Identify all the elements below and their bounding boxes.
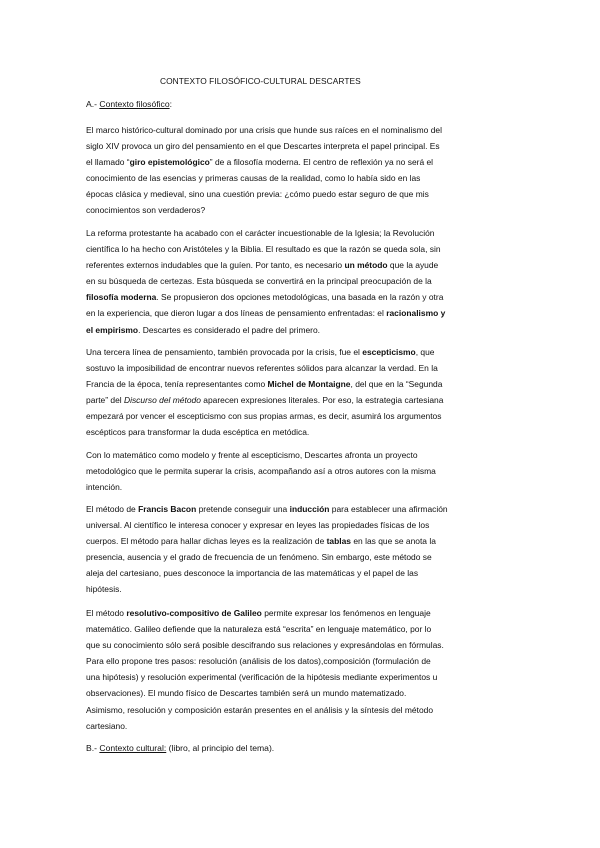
text-run: aparecen expresiones literales. Por eso, la estrategia cartesiana [200, 395, 444, 406]
text-run: aleja del cartesiano, pues desconoce la importancia de las matemáticas y el papel de las [86, 568, 419, 579]
text-line [86, 170, 516, 186]
text-line [86, 322, 516, 338]
paragraph-reforma-protestante [86, 225, 516, 338]
text-line [86, 241, 516, 257]
text-run: Con lo matemático como modelo y frente al escepticismo, Descartes afronta un proyecto [86, 450, 418, 460]
paragraph-proyecto-metodologico [86, 447, 516, 495]
text-run: épocas clásica y medieval, sino una cuestión previa: ¿cómo puedo estar seguro de que mis [86, 189, 429, 200]
text-run: El marco histórico-cultural dominado por una crisis que hunde sus raíces en el nominalismo del [86, 125, 442, 135]
bold-text: inducción [289, 504, 330, 514]
text-line [86, 702, 516, 718]
text-line [86, 565, 516, 581]
text-run: Para ello propone tres pasos: resolución (análisis de los datos),composición (formulación de [86, 656, 431, 667]
text-line [86, 463, 516, 479]
text-run: observaciones). El mundo físico de Descartes también será un mundo matematizado. [86, 688, 407, 699]
text-line [86, 517, 516, 533]
section-a-title: Contexto filosófico [99, 99, 170, 109]
text-line [86, 447, 516, 463]
text-run: parte” del [86, 395, 124, 406]
text-run: La reforma protestante ha acabado con el carácter incuestionable de la Iglesia; la Revolución [86, 228, 435, 238]
text-line [86, 186, 516, 202]
bold-text: resolutivo-compositivo de Galileo [126, 608, 262, 618]
text-run: que su conocimiento sólo será posible descifrando sus relaciones y expresándolas en fórmulas. [86, 640, 444, 651]
text-line [86, 424, 516, 440]
bold-text: tablas [326, 536, 351, 547]
text-line [86, 549, 516, 565]
bold-text: escepticismo [362, 347, 416, 357]
text-run: pretende conseguir una [196, 504, 290, 514]
text-line [86, 138, 516, 154]
paragraph-giro-epistemologico [86, 122, 516, 219]
text-run: una hipótesis) y resolución experimental (verificación de la hipótesis mediante experimentos u [86, 672, 438, 683]
text-run: sostuvo la imposibilidad de encontrar nuevos referentes sólidos para alcanzar la verdad. En la [86, 363, 438, 374]
bold-text: Francis Bacon [138, 504, 197, 514]
text-run: , del que en la “Segunda [350, 379, 443, 390]
text-run: en la experiencia, que dieron lugar a dos líneas de pensamiento enfrentadas: el [86, 308, 387, 319]
text-line [86, 581, 516, 597]
text-line [86, 685, 516, 701]
text-line [86, 154, 516, 170]
text-run: presencia, ausencia y el grado de frecuencia de un fenómeno. Sin embargo, este método se [86, 552, 432, 563]
text-line [86, 305, 516, 321]
paragraph-escepticismo [86, 344, 516, 441]
text-run: Francia de la época, tenía representantes como [86, 379, 268, 390]
text-run: intención. [86, 482, 123, 493]
text-run: el llamado “ [86, 157, 130, 168]
text-line [86, 669, 516, 685]
text-run: escépticos para transformar la duda escéptica en metódica. [86, 427, 310, 438]
section-b-heading [86, 743, 274, 753]
bold-text: filosofía moderna [86, 292, 157, 303]
section-a-suffix: : [169, 99, 172, 109]
text-run: que la ayude [387, 260, 439, 271]
text-run: en las que se anota la [351, 536, 436, 547]
bold-text: un método [344, 260, 388, 271]
text-line [86, 344, 516, 360]
text-line [86, 257, 516, 273]
text-line [86, 273, 516, 289]
section-b-title: Contexto cultural: [99, 743, 167, 753]
page-title: CONTEXTO FILOSÓFICO-CULTURAL DESCARTES [160, 76, 361, 86]
text-run: conocimientos son verdaderos? [86, 205, 206, 216]
italic-text: Discurso del método [124, 395, 201, 406]
text-run: . Se propusieron dos opciones metodológicas, una basada en la razón y otra [156, 292, 444, 303]
text-run: metodológico que le permita superar la crisis, acompañando así a otros autores con la misma [86, 466, 436, 477]
text-run: referentes externos indudables que la guíen. Por tanto, es necesario [86, 260, 345, 271]
text-run: El método de [86, 504, 139, 514]
section-b-prefix: B.- [86, 743, 100, 753]
text-line [86, 360, 516, 376]
text-line [86, 533, 516, 549]
text-run: cuerpos. El método para hallar dichas leyes es la realización de [86, 536, 327, 547]
text-run: matemático. Galileo defiende que la naturaleza está “escrita” en lenguaje matemático, por lo [86, 624, 432, 635]
text-line [86, 202, 516, 218]
paragraph-galileo [86, 605, 516, 734]
section-a-heading [86, 99, 172, 109]
bold-text: racionalismo y [386, 308, 446, 319]
text-line [86, 376, 516, 392]
text-line [86, 392, 516, 408]
text-run: científica lo ha hecho con Aristóteles y la Biblia. El resultado es que la razón se queda sola, sin [86, 244, 441, 255]
text-run: ” de a filosofía moderna. El centro de reflexión ya no será el [209, 157, 434, 168]
text-run: en su búsqueda de certezas. Esta búsqueda se convertirá en la principal preocupación de la [86, 276, 432, 287]
text-line [86, 501, 516, 517]
text-run: hipótesis. [86, 584, 122, 595]
text-line [86, 122, 516, 138]
text-line [86, 605, 516, 621]
text-run: permite expresar los fenómenos en lenguaje [261, 608, 431, 618]
text-line [86, 621, 516, 637]
text-run: El método [86, 608, 127, 618]
text-run: . Descartes es considerado el padre del primero. [138, 324, 321, 335]
text-run: para establecer una afirmación [329, 504, 448, 514]
text-line [86, 718, 516, 734]
text-line [86, 225, 516, 241]
bold-text: giro epistemológico [129, 157, 210, 168]
text-run: conocimiento de las esencias y primeras causas de la realidad, como lo había sido en las [86, 173, 421, 184]
text-line [86, 637, 516, 653]
text-line [86, 408, 516, 424]
text-run: , que [415, 347, 435, 357]
text-run: empezará por vencer el escepticismo con sus propias armas, es decir, asumirá los argumentos [86, 411, 442, 422]
text-run: cartesiano. [86, 720, 128, 731]
bold-text: el empirismo [86, 324, 139, 335]
section-a-prefix: A.- [86, 99, 100, 109]
text-line [86, 289, 516, 305]
text-run: siglo XIV provoca un giro del pensamiento en el que Descartes interpreta el papel principal. Es [86, 141, 440, 152]
paragraph-francis-bacon [86, 501, 516, 598]
section-b-suffix: (libro, al principio del tema). [166, 743, 275, 753]
text-run: Una tercera línea de pensamiento, también provocada por la crisis, fue el [86, 347, 363, 357]
bold-text: Michel de Montaigne [267, 379, 351, 390]
text-line [86, 653, 516, 669]
text-run: Asimismo, resolución y composición estarán presentes en el análisis y la síntesis del método [86, 704, 434, 715]
text-line [86, 479, 516, 495]
text-run: universal. Al científico le interesa conocer y expresar en leyes las propiedades físicas de los [86, 520, 430, 531]
